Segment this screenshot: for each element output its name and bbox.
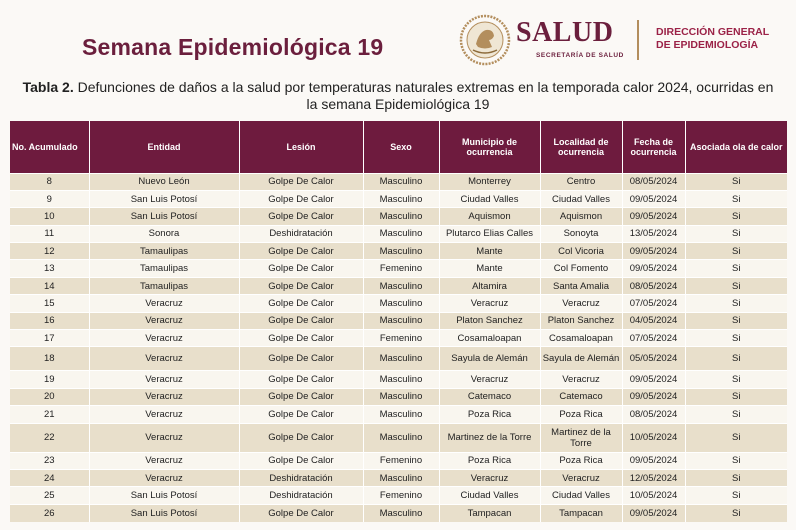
brand-name: SALUD bbox=[516, 17, 614, 48]
table-cell: 09/05/2024 bbox=[622, 260, 685, 277]
department-name bbox=[656, 26, 769, 52]
table-cell: 13/05/2024 bbox=[622, 225, 685, 242]
table-cell: Masculino bbox=[363, 208, 439, 225]
table-cell: Femenino bbox=[363, 487, 439, 504]
table-cell: 9 bbox=[10, 190, 89, 207]
table-cell: 07/05/2024 bbox=[622, 295, 685, 312]
table-cell: Golpe De Calor bbox=[239, 260, 363, 277]
table-cell: Veracruz bbox=[89, 312, 239, 329]
table-cell: San Luis Potosí bbox=[89, 208, 239, 225]
table-cell: Masculino bbox=[363, 173, 439, 190]
table-cell: Platon Sanchez bbox=[540, 312, 622, 329]
table-body bbox=[10, 173, 787, 522]
table-row bbox=[10, 295, 787, 312]
table-cell: 17 bbox=[10, 330, 89, 347]
table-row bbox=[10, 225, 787, 242]
table-cell: 09/05/2024 bbox=[622, 388, 685, 405]
table-cell: Tamaulipas bbox=[89, 277, 239, 294]
table-cell: Golpe De Calor bbox=[239, 208, 363, 225]
caption-text: Defunciones de daños a la salud por temperaturas naturales extremas en la temporada calor 2024, ocurridas en la semana Epidemiológica 19 bbox=[77, 79, 774, 112]
department-line-2: DE EPIDEMIOLOGÍA bbox=[656, 39, 759, 51]
coat-of-arms-logo bbox=[459, 14, 511, 66]
table-cell: Masculino bbox=[363, 347, 439, 371]
table-cell: Ciudad Valles bbox=[439, 487, 540, 504]
table-row bbox=[10, 469, 787, 486]
table-cell: Tampacan bbox=[540, 504, 622, 521]
department-line-1: DIRECCIÓN GENERAL bbox=[656, 26, 770, 38]
table-cell: Golpe De Calor bbox=[239, 452, 363, 469]
table-cell: 19 bbox=[10, 371, 89, 388]
table-cell: Cosamaloapan bbox=[540, 330, 622, 347]
table-cell: Aquismon bbox=[439, 208, 540, 225]
header-divider bbox=[637, 20, 639, 60]
table-cell: Masculino bbox=[363, 371, 439, 388]
table-cell: 09/05/2024 bbox=[622, 208, 685, 225]
table-cell: 16 bbox=[10, 312, 89, 329]
table-cell: Veracruz bbox=[439, 469, 540, 486]
table-cell: Femenino bbox=[363, 260, 439, 277]
table-caption bbox=[20, 79, 776, 113]
table-cell: Catemaco bbox=[439, 388, 540, 405]
table-cell: Veracruz bbox=[89, 406, 239, 423]
page-title: Semana Epidemiológica 19 bbox=[82, 34, 384, 60]
brand-subtitle: SECRETARÍA DE SALUD bbox=[536, 52, 624, 59]
table-cell: Poza Rica bbox=[439, 406, 540, 423]
table-row bbox=[10, 452, 787, 469]
table-cell: Golpe De Calor bbox=[239, 347, 363, 371]
table-cell: Si bbox=[685, 295, 787, 312]
column-header: Sexo bbox=[363, 121, 439, 173]
table-row bbox=[10, 406, 787, 423]
table-cell: Ciudad Valles bbox=[540, 487, 622, 504]
table-cell: Veracruz bbox=[540, 371, 622, 388]
table-cell: 11 bbox=[10, 225, 89, 242]
table-cell: Golpe De Calor bbox=[239, 406, 363, 423]
table-cell: 26 bbox=[10, 504, 89, 521]
table-cell: Martinez de la Torre bbox=[439, 423, 540, 452]
table-header-row bbox=[10, 121, 787, 173]
table-cell: Si bbox=[685, 190, 787, 207]
column-header: Localidad de ocurrencia bbox=[540, 121, 622, 173]
table-row bbox=[10, 504, 787, 521]
table-row bbox=[10, 371, 787, 388]
column-header: No. Acumulado bbox=[10, 121, 89, 173]
table-cell: Sayula de Alemán bbox=[540, 347, 622, 371]
table-cell: 10/05/2024 bbox=[622, 487, 685, 504]
table-cell: Ciudad Valles bbox=[540, 190, 622, 207]
table-row bbox=[10, 173, 787, 190]
table-cell: Veracruz bbox=[89, 469, 239, 486]
column-header: Fecha de ocurrencia bbox=[622, 121, 685, 173]
table-row bbox=[10, 208, 787, 225]
table-cell: Monterrey bbox=[439, 173, 540, 190]
table-cell: 23 bbox=[10, 452, 89, 469]
table-cell: 21 bbox=[10, 406, 89, 423]
table-cell: Si bbox=[685, 260, 787, 277]
table-cell: 22 bbox=[10, 423, 89, 452]
table-row bbox=[10, 423, 787, 452]
table-cell: Golpe De Calor bbox=[239, 190, 363, 207]
table-cell: Centro bbox=[540, 173, 622, 190]
table-cell: Si bbox=[685, 487, 787, 504]
table-cell: Golpe De Calor bbox=[239, 330, 363, 347]
table-cell: 12/05/2024 bbox=[622, 469, 685, 486]
table-cell: Si bbox=[685, 208, 787, 225]
table-cell: Golpe De Calor bbox=[239, 423, 363, 452]
table-cell: Veracruz bbox=[89, 423, 239, 452]
table-cell: Martinez de la Torre bbox=[540, 423, 622, 452]
table-row bbox=[10, 243, 787, 260]
table-cell: Veracruz bbox=[540, 295, 622, 312]
table-cell: Si bbox=[685, 225, 787, 242]
table-row bbox=[10, 190, 787, 207]
table-cell: Deshidratación bbox=[239, 225, 363, 242]
table-cell: Masculino bbox=[363, 190, 439, 207]
table-cell: Golpe De Calor bbox=[239, 243, 363, 260]
table-cell: Masculino bbox=[363, 295, 439, 312]
table-cell: Poza Rica bbox=[439, 452, 540, 469]
table-cell: Masculino bbox=[363, 225, 439, 242]
table-cell: Si bbox=[685, 406, 787, 423]
table-cell: Poza Rica bbox=[540, 452, 622, 469]
table-row bbox=[10, 277, 787, 294]
table-cell: Sayula de Alemán bbox=[439, 347, 540, 371]
table-cell: Masculino bbox=[363, 469, 439, 486]
table-cell: Sonoyta bbox=[540, 225, 622, 242]
table-cell: Si bbox=[685, 504, 787, 521]
table-cell: Si bbox=[685, 277, 787, 294]
table-cell: Deshidratación bbox=[239, 487, 363, 504]
table-cell: Femenino bbox=[363, 330, 439, 347]
table-cell: Masculino bbox=[363, 277, 439, 294]
table-cell: 07/05/2024 bbox=[622, 330, 685, 347]
table-cell: 09/05/2024 bbox=[622, 371, 685, 388]
table-cell: Si bbox=[685, 469, 787, 486]
table-cell: San Luis Potosí bbox=[89, 504, 239, 521]
table-cell: Col Vicoria bbox=[540, 243, 622, 260]
table-cell: 12 bbox=[10, 243, 89, 260]
table-cell: Veracruz bbox=[439, 371, 540, 388]
deaths-table bbox=[10, 121, 787, 522]
table-cell: 08/05/2024 bbox=[622, 406, 685, 423]
table-cell: 05/05/2024 bbox=[622, 347, 685, 371]
table-cell: San Luis Potosí bbox=[89, 487, 239, 504]
table-cell: 10/05/2024 bbox=[622, 423, 685, 452]
table-row bbox=[10, 388, 787, 405]
table-cell: Col Fomento bbox=[540, 260, 622, 277]
table-cell: Poza Rica bbox=[540, 406, 622, 423]
table-cell: Plutarco Elias Calles bbox=[439, 225, 540, 242]
table-cell: 09/05/2024 bbox=[622, 504, 685, 521]
table-cell: Aquismon bbox=[540, 208, 622, 225]
table-cell: Si bbox=[685, 330, 787, 347]
table-cell: Veracruz bbox=[89, 347, 239, 371]
table-cell: Si bbox=[685, 347, 787, 371]
table-row bbox=[10, 347, 787, 371]
table-cell: Cosamaloapan bbox=[439, 330, 540, 347]
table-cell: 18 bbox=[10, 347, 89, 371]
table-cell: Veracruz bbox=[439, 295, 540, 312]
table-row bbox=[10, 487, 787, 504]
table-cell: 25 bbox=[10, 487, 89, 504]
table-cell: Veracruz bbox=[89, 452, 239, 469]
table-cell: Sonora bbox=[89, 225, 239, 242]
table-cell: Veracruz bbox=[89, 388, 239, 405]
table-cell: Catemaco bbox=[540, 388, 622, 405]
table-cell: 09/05/2024 bbox=[622, 190, 685, 207]
column-header: Lesión bbox=[239, 121, 363, 173]
table-cell: 08/05/2024 bbox=[622, 277, 685, 294]
table-cell: Masculino bbox=[363, 423, 439, 452]
table-row bbox=[10, 260, 787, 277]
table-cell: 13 bbox=[10, 260, 89, 277]
table-cell: Tamaulipas bbox=[89, 243, 239, 260]
table-cell: Si bbox=[685, 243, 787, 260]
table-cell: Nuevo León bbox=[89, 173, 239, 190]
column-header: Entidad bbox=[89, 121, 239, 173]
table-cell: Masculino bbox=[363, 312, 439, 329]
table-cell: Mante bbox=[439, 243, 540, 260]
table-cell: Veracruz bbox=[89, 330, 239, 347]
table-cell: 08/05/2024 bbox=[622, 173, 685, 190]
table-cell: Tamaulipas bbox=[89, 260, 239, 277]
table-cell: Veracruz bbox=[89, 295, 239, 312]
table-cell: Masculino bbox=[363, 388, 439, 405]
table-cell: 8 bbox=[10, 173, 89, 190]
table-cell: Tampacan bbox=[439, 504, 540, 521]
table-cell: Si bbox=[685, 388, 787, 405]
table-cell: Mante bbox=[439, 260, 540, 277]
table-cell: 20 bbox=[10, 388, 89, 405]
column-header: Asociada ola de calor bbox=[685, 121, 787, 173]
table-cell: 24 bbox=[10, 469, 89, 486]
table-cell: Si bbox=[685, 371, 787, 388]
table-cell: 10 bbox=[10, 208, 89, 225]
table-cell: 15 bbox=[10, 295, 89, 312]
table-cell: Golpe De Calor bbox=[239, 295, 363, 312]
table-cell: Veracruz bbox=[89, 371, 239, 388]
table-cell: Si bbox=[685, 452, 787, 469]
table-cell: Golpe De Calor bbox=[239, 277, 363, 294]
table-cell: Ciudad Valles bbox=[439, 190, 540, 207]
table-cell: San Luis Potosí bbox=[89, 190, 239, 207]
table-row bbox=[10, 312, 787, 329]
caption-label: Tabla 2. bbox=[22, 79, 74, 95]
table-cell: Femenino bbox=[363, 452, 439, 469]
table-cell: 04/05/2024 bbox=[622, 312, 685, 329]
table-cell: Platon Sanchez bbox=[439, 312, 540, 329]
table-cell: Golpe De Calor bbox=[239, 173, 363, 190]
table-cell: Santa Amalia bbox=[540, 277, 622, 294]
table-cell: 14 bbox=[10, 277, 89, 294]
table-cell: Golpe De Calor bbox=[239, 388, 363, 405]
table-cell: Altamira bbox=[439, 277, 540, 294]
table-cell: Veracruz bbox=[540, 469, 622, 486]
table-cell: Si bbox=[685, 423, 787, 452]
table-cell: Masculino bbox=[363, 243, 439, 260]
table-row bbox=[10, 330, 787, 347]
table-cell: Si bbox=[685, 173, 787, 190]
table-cell: Masculino bbox=[363, 504, 439, 521]
table-cell: Golpe De Calor bbox=[239, 504, 363, 521]
table-cell: Deshidratación bbox=[239, 469, 363, 486]
table-cell: Masculino bbox=[363, 406, 439, 423]
table-cell: 09/05/2024 bbox=[622, 243, 685, 260]
table-cell: Si bbox=[685, 312, 787, 329]
column-header: Municipio de ocurrencia bbox=[439, 121, 540, 173]
table-cell: 09/05/2024 bbox=[622, 452, 685, 469]
table-cell: Golpe De Calor bbox=[239, 312, 363, 329]
table-cell: Golpe De Calor bbox=[239, 371, 363, 388]
